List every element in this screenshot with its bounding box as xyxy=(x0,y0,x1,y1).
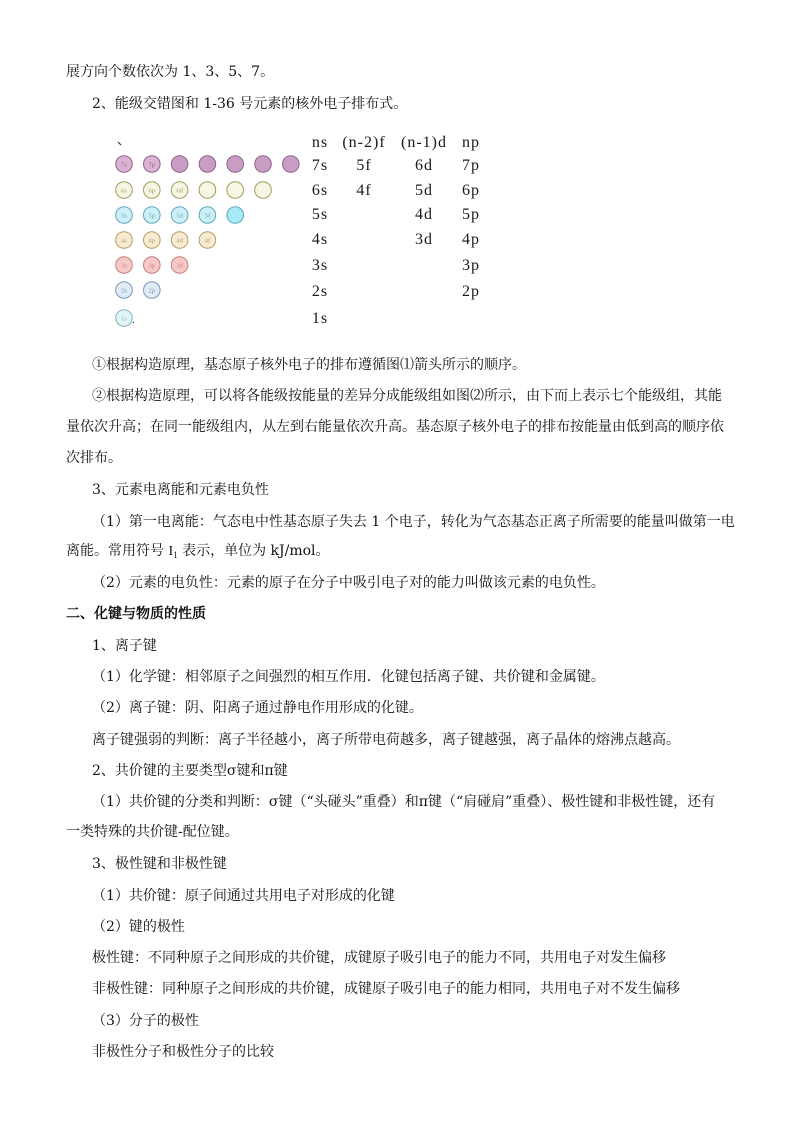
trailing-dot: . xyxy=(132,314,135,326)
orbital-circle xyxy=(199,156,216,173)
table-cell: 3d xyxy=(415,231,433,248)
orbital-5s xyxy=(116,207,133,224)
orbital-label: 7p xyxy=(148,161,156,169)
orbital-6d xyxy=(171,182,188,199)
orbital-3p xyxy=(144,257,161,274)
orbital-blank xyxy=(171,156,188,173)
ionization-energy-subscript: 1 xyxy=(173,550,178,560)
orbital-label: 5s xyxy=(121,212,127,220)
table-cell: 5d xyxy=(415,182,433,199)
orbital-blank xyxy=(255,182,272,199)
orbital-2s xyxy=(116,282,133,299)
orbital-blank xyxy=(199,156,216,173)
note-2-line-2: 量依次升高；在同一能级组内，从左到右能量依次升高。基态原子核外电子的排布按能量由低到高的顺序依 xyxy=(66,419,724,435)
ionization-energy-line-1: （1）第一电离能：气态电中性基态原子失去 1 个电子，转化为气态基态正离子所需要的能量叫做第一电 xyxy=(92,514,735,530)
table-header: np xyxy=(462,134,480,151)
table-cell: 6p xyxy=(462,182,480,199)
orbital-4f xyxy=(199,232,216,249)
table-header: (n-1)d xyxy=(401,134,447,151)
orbital-label: 5p xyxy=(148,212,156,220)
orbital-label: 6s xyxy=(121,187,127,195)
table-cell: 7p xyxy=(462,157,480,174)
heading-ionization-electronegativity: 3、元素电离能和元素电负性 xyxy=(92,482,269,498)
orbital-circle xyxy=(227,182,244,199)
table-cell: 6d xyxy=(415,157,433,174)
orbital-label: 5f xyxy=(204,212,211,220)
orbital-6s xyxy=(116,182,133,199)
table-cell: 3s xyxy=(311,257,329,274)
orbital-label: 3p xyxy=(148,262,156,270)
molecular-polarity-heading: （3）分子的极性 xyxy=(92,1013,199,1029)
molecule-comparison-line: 非极性分子和极性分子的比较 xyxy=(92,1044,274,1060)
table-cell: 5p xyxy=(462,206,480,223)
covalent-bond-definition: （1）共价键：原子间通过共用电子对形成的化键 xyxy=(92,888,395,904)
orbital-3s xyxy=(116,257,133,274)
table-cell: 3p xyxy=(462,257,480,274)
orbital-label: 4f xyxy=(204,237,211,245)
table-cell: 6s xyxy=(311,182,329,199)
table-header: ns xyxy=(311,134,329,151)
electronegativity-definition: （2）元素的电负性：元素的原子在分子中吸引电子对的能力叫做该元素的电负性。 xyxy=(92,575,605,591)
ionization-energy-text-after: 表示，单位为 kJ/mol。 xyxy=(177,543,330,559)
orbital-blank xyxy=(199,182,216,199)
orbital-label: 4d xyxy=(176,237,183,245)
orbital-circle xyxy=(227,156,244,173)
orbital-label: 3d xyxy=(176,262,183,270)
orbital-label: 1s xyxy=(121,315,127,323)
note-1: ①根据构造原理，基态原子核外电子的排布遵循图⑴箭头所示的顺序。 xyxy=(92,357,526,373)
note-2-line-1: ②根据构造原理，可以将各能级按能量的差异分成能级组如图⑵所示，由下而上表示七个能级组，其能 xyxy=(92,388,722,404)
table-cell: 2p xyxy=(462,283,480,300)
orbital-blank xyxy=(227,156,244,173)
orbital-label: 2s xyxy=(121,287,127,295)
orbital-blank xyxy=(255,156,272,173)
table-cell: 5s xyxy=(311,206,329,223)
orbital-label: 6d xyxy=(176,187,183,195)
polar-bond-definition: 极性键：不同种原子之间形成的共价键，成键原子吸引电子的能力不同，共用电子对发生偏移 xyxy=(92,950,666,966)
orbital-label: 7s xyxy=(121,161,127,169)
orbital-circle xyxy=(227,207,244,224)
orbital-label: 4s xyxy=(121,237,127,245)
table-cell: 4s xyxy=(311,231,329,248)
chemical-bond-definition: （1）化学键：相邻原子之间强烈的相互作用．化键包括离子键、共价键和金属键。 xyxy=(92,669,605,685)
ionization-energy-symbol: I xyxy=(168,544,174,559)
orbital-label: 5d xyxy=(176,212,183,220)
orbital-4p xyxy=(144,232,161,249)
orbital-label: 4p xyxy=(148,237,156,245)
orbital-5d xyxy=(171,207,188,224)
orbital-5p xyxy=(144,207,161,224)
table-cell: 5f xyxy=(356,157,372,174)
orbital-4d xyxy=(171,232,188,249)
orbital-3d xyxy=(171,257,188,274)
bond-polarity-heading: （2）键的极性 xyxy=(92,919,185,935)
table-cell: 4f xyxy=(356,182,372,199)
heading-energy-level-diagram: 2、能级交错图和 1-36 号元素的核外电子排布式。 xyxy=(92,96,408,112)
ionic-bond-definition: （2）离子键：阴、阳离子通过静电作用形成的化键。 xyxy=(92,700,423,716)
orbital-label: 2p xyxy=(148,287,156,295)
table-cell: 4d xyxy=(415,206,433,223)
table-header: (n-2)f xyxy=(342,134,386,151)
orbital-label: 6p xyxy=(148,187,156,195)
orbital-circle xyxy=(255,182,272,199)
heading-polar-nonpolar: 3、极性键和非极性键 xyxy=(92,856,227,872)
orbital-blank xyxy=(227,207,244,224)
table-cell: 2s xyxy=(311,283,329,300)
orbital-2p xyxy=(144,282,161,299)
orbital-label: 3s xyxy=(121,262,127,270)
table-cell: 7s xyxy=(311,157,329,174)
orbital-6p xyxy=(144,182,161,199)
covalent-classification-line-1: （1）共价键的分类和判断：σ键（“头碰头”重叠）和π键（“肩碰肩”重叠）、极性键和非极性键，还有 xyxy=(92,794,716,810)
orbital-7s xyxy=(116,156,133,173)
ionization-energy-line-2 xyxy=(66,541,786,561)
orbital-circle xyxy=(199,182,216,199)
orbital-order-diagram xyxy=(105,130,305,335)
orbital-5f xyxy=(199,207,216,224)
orbital-circle xyxy=(171,156,188,173)
orbital-1s xyxy=(116,310,133,327)
heading-ionic-bond: 1、离子键 xyxy=(92,638,157,654)
table-cell: 1s xyxy=(311,310,329,327)
note-2-line-3: 次排布。 xyxy=(66,450,122,466)
covalent-classification-line-2: 一类特殊的共价键-配位键。 xyxy=(66,824,239,840)
nonpolar-bond-definition: 非极性键：同种原子之间形成的共价键，成键原子吸引电子的能力相同，共用电子对不发生偏移 xyxy=(92,981,680,997)
intro-line: 展方向个数依次为 1、3、5、7。 xyxy=(66,64,275,80)
ionic-bond-strength: 离子键强弱的判断：离子半径越小，离子所带电荷越多，离子键越强，离子晶体的熔沸点越高。 xyxy=(92,732,680,748)
table-cell: 4p xyxy=(462,231,480,248)
ionization-energy-text-before: 离能。常用符号 xyxy=(66,543,169,559)
orbital-blank xyxy=(227,182,244,199)
orbital-circle xyxy=(255,156,272,173)
orbital-4s xyxy=(116,232,133,249)
section-title-chemical-bonds: 二、化键与物质的性质 xyxy=(66,606,206,622)
energy-level-group-table xyxy=(290,132,510,332)
arrow-tick-mark xyxy=(118,142,121,145)
orbital-7p xyxy=(144,156,161,173)
heading-covalent-bond-types: 2、共价键的主要类型σ键和π键 xyxy=(92,763,288,779)
